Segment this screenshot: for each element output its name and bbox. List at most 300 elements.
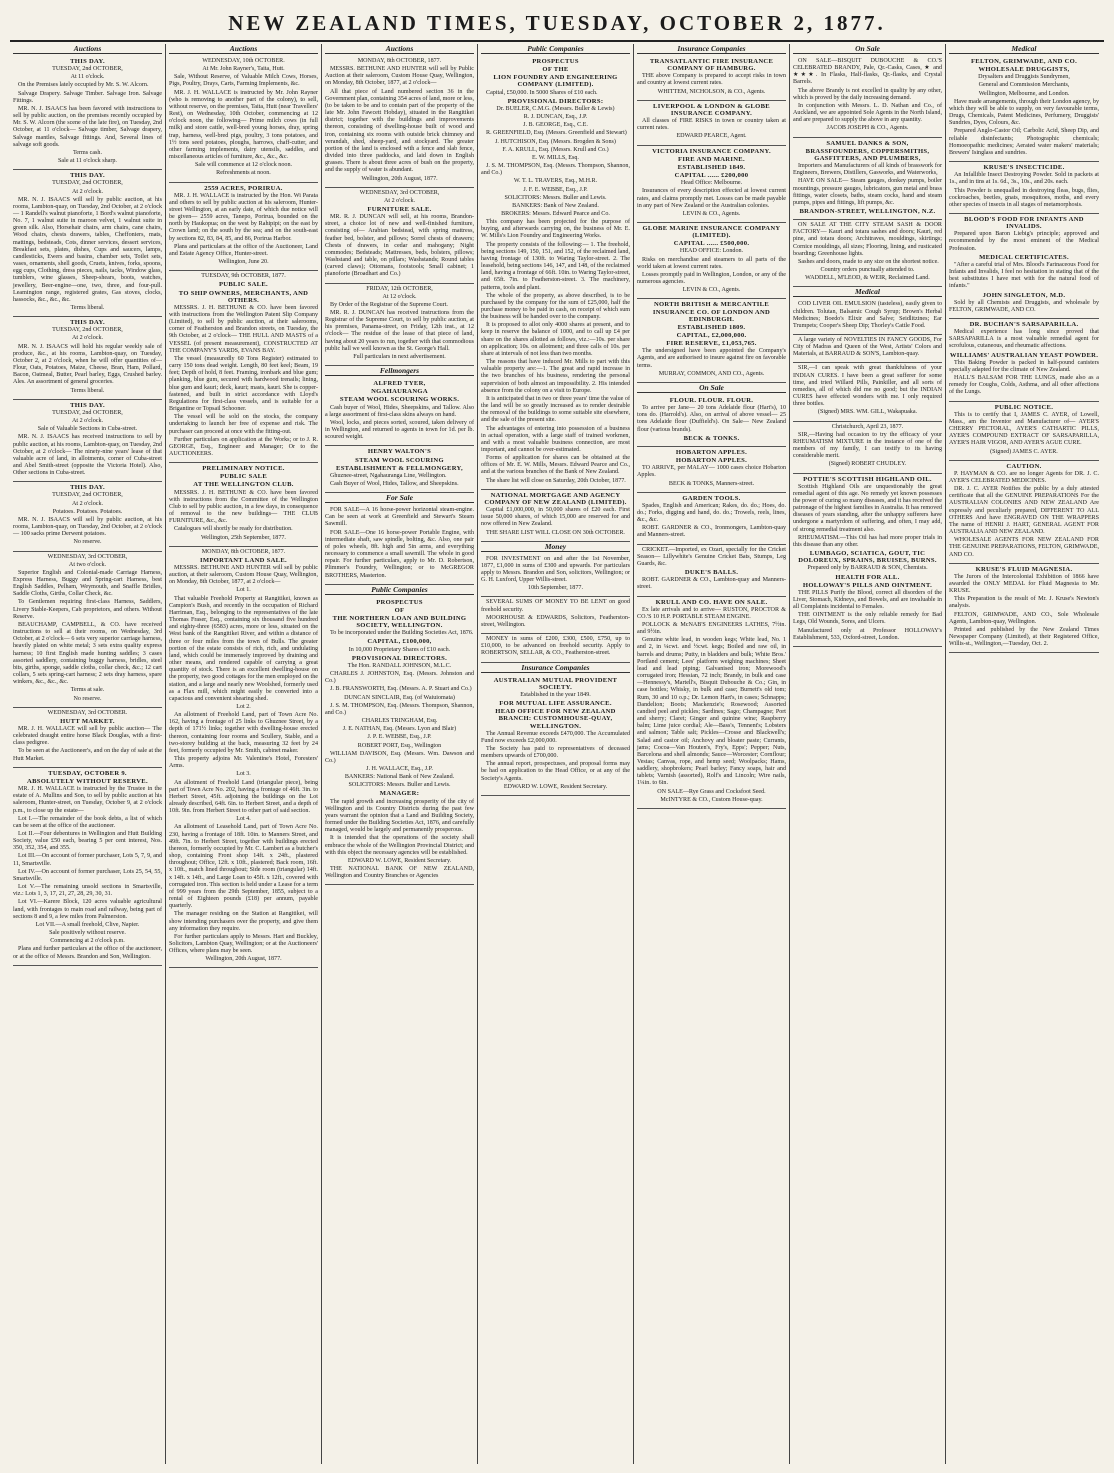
ad-text: CAPITAL ...... £200,000 — [674, 172, 749, 180]
ad-text: WEDNESDAY, 3rd OCTOBER. — [47, 709, 128, 716]
ad-text: THE OINTMENT is the only reliable remedy for Bad Legs, Old Wounds, Sores, and Ulcers. — [793, 612, 942, 626]
ad-text: EDWARD W. LOWE, Resident Secretary. — [347, 857, 452, 864]
ad-text: Dr. BUELER, C.M.G. (Messrs. Buller & Lewis) — [496, 105, 615, 112]
section-heading: Insurance Companies — [481, 663, 630, 673]
advertisement — [949, 214, 1099, 319]
ad-text: An allotment of Freehold Land, part of Town Acre No. 162, having a frontage of 25 links to Ghuznee Street, by a depth of 171½ links; together with dwelling-house erected thereon, containing four rooms and Scullery, Stable, and a two-storey building at the back, measuring 32 feet by 24 feet, formerly occupied by Mr. Smith, cabinet maker. — [169, 712, 318, 754]
ad-text: NATIONAL MORTGAGE AND AGENCY COMPANY OF NEW ZEALAND (LIMITED). — [484, 491, 627, 506]
ad-text: FELTON, GRIMWADE, AND CO., Sole Wholesale Agents, Lambton-quay, Wellington. — [949, 611, 1099, 625]
ad-text: This Preparation is the result of Mr. J. Kruse's Newton's analysis. — [949, 596, 1099, 610]
ad-text: At 2 o'clock. — [71, 500, 104, 507]
ad-text: In conjunction with Messrs. L. D. Nathan and Co., of Auckland, we are appointed Sole Agents in the North Island, and are prepared to supply the above in any quantity. — [793, 102, 942, 124]
ad-text: FRIDAY, 12th OCTOBER, — [366, 285, 433, 292]
ad-text: Lot I.—The remainder of the book debts, a list of which can be seen at the office of the auctioneer. — [13, 815, 162, 829]
ad-text: Sale of Valuable Sections in Cuba-street. — [37, 426, 138, 433]
ad-text: Superior English and Colonial-made Carriage Harness, Express Harness, Buggy and Spring-cart Harness, best English Saddles, Pelham, Weymouth, and Snaffle Bridles, Saddle Cloths, Girths, Collar Check, &c. — [13, 569, 162, 598]
ad-text: JACOB JOSEPH & CO., Agents. — [826, 125, 909, 132]
ad-text: SAMUEL DANKS & SON, — [826, 139, 909, 147]
ad-text: This Powder is unequalled in destroying fleas, bugs, flies, cockroaches, beetles, gnats, mosquitoes, moths, and every other species of insects in all stages of metamorphosis. — [949, 187, 1099, 208]
ad-text: The vessel (measuredly 60 Tons Register) estimated to carry 150 tons dead weight. Length, 80 feet keel; Beam, 19 feet; Depth of hold, 8 feet. Framing, ironbark and blue gum; planking, blue gum, secured with hardwood trenails; lining, blue gum and kauri; deck, kauri; masts, kauri. She is copper-fastened, and built in strict accordance with Lloyd's Regulations for first-class vessels, and is suitable for a Brigantine or Topsail Schooner. — [169, 355, 318, 413]
ad-text: TUESDAY, OCTOBER 9. — [48, 769, 127, 777]
ad-text: MR. J. H. WALLACE is instructed by the Hon. Wi Parata and others to sell by public auction at his saleroom, Hunter-street Wellington, at an early date, of which due notice will be given— 2559 acres, Tanepo, Porirua, bounded on the north by Haukopua; on the west by Rahipipi; on the east by Crown land; on the south by the sea; and on the south-east by sections 82, 83, 84, 85, and 86, Porirua Harbor. — [169, 192, 318, 242]
ad-text: MR. R. J. DUNCAN has received instructions from the Registrar of the Supreme Court, to sell by public auction, at his premises, Panama-street, on Friday, 12th inst., at 12 o'clock— The residue of the lease of that piece of land, having about 20 years to run, together with that commodious public hall we well known as the St. George's Hall. — [325, 310, 474, 352]
ad-text: Lot 4. — [236, 816, 251, 823]
section-heading: For Sale — [325, 493, 474, 503]
ad-text: At two o'clock. — [68, 561, 107, 568]
advertisement — [325, 378, 474, 446]
ad-text: PUBLIC NOTICE. — [994, 403, 1054, 411]
ad-text: ON SALE—BISQUIT DUBOUCHE & CO.'S CELEBRATED BRANDY, Pale, Qr.-Casks, Cases, ★ and ★★★. In Flasks, Half-flasks, Qr.-flasks, and Crystal Barrels. — [793, 58, 942, 86]
ad-text: 10th September, 1877. — [528, 585, 583, 592]
ad-text: The manager residing on the Station at Rangitikei, will show intending purchasers over the property, and give them any information they require. — [169, 911, 318, 932]
ad-text: J. H. WALLACE, Esq., J.P. — [366, 765, 433, 772]
ad-text: FOR SALE—A 16 horse-power horizontal steam-engine. Can be seen at work at Greenfield and Stewart's Steam Sawmill. — [325, 507, 474, 528]
ad-text: Salvage Drapery. Salvage Timber. Salvage Iron. Salvage Fittings. — [13, 90, 162, 104]
ad-text: Losses promptly paid in Wellington, London, or any of the numerous agencies. — [637, 271, 786, 286]
ad-text: DR. J. C. AYER Notifies the public by a duly attested certificate that all the GENUINE PREPARATIONS For the AUSTRALIAN COLONIES AND NEW ZEALAND Are expressly and peculiarly prepared, DIFFERENT TO ALL OTHERS And have ENGRAVED ON THE WRAPPERS The name of HENRI J. HART, GENERAL AGENT FOR AUSTRALIA AND NEW ZEALAND. — [949, 486, 1099, 536]
ad-text: At 2 o'clock. — [71, 188, 104, 195]
ad-text: THIS DAY. — [70, 172, 105, 180]
ad-text: 2559 ACRES, PORIRUA. — [204, 184, 283, 192]
ad-text: MURRAY, COMMON, AND CO., Agents. — [658, 370, 765, 377]
ad-text: To be seen at the Auctioneer's, and on the day of sale at the Hutt Market. — [13, 748, 162, 762]
ad-text: Further particulars on application at the Works; or to J. R. GEORGE, Esq., Engineer and Manager; Or to the AUCTIONEERS. — [169, 436, 318, 457]
ad-text: PROSPECTUS — [532, 58, 579, 65]
ad-text: Lot 3. — [236, 771, 251, 778]
ad-text: FELTON, GRIMWADE, AND CO. — [970, 58, 1078, 65]
ad-text: P. HAYMAN & CO. are no longer Agents for DR. J. C. AYER'S CELEBRATED MEDICINES. — [949, 470, 1099, 484]
ad-text: For further particulars apply to Messrs. Hart and Buckley, Solicitors, Lambton Quay, Wellington; or at the Auctioneers' Offices, where plans may be seen. — [169, 933, 318, 955]
ad-text: Capital, £50,000. In 5000 Shares of £10 each. — [486, 89, 598, 96]
ad-text: E. W. MILLS, Esq. — [532, 154, 579, 161]
ad-text: Scottish Highland Oils are unquestionably the great remedial agent of this age. No remedy yet known possesses the power of curing so many diseases, and it has received the patronage of the highest families in Australia. It has removed diseases of years standing, after the unhappy sufferers have undergone a martyrdom of suffering, and often, I may add, of strong remedial treatment also. — [793, 483, 942, 533]
ad-text: FOR INVESTMENT on and after the 1st November, 1877, £1,000 in sums of £300 and upwards. For particulars apply to Messrs. Brandon and Son, solicitors, Wellington; or G. H. Luxford, Upper Willis-street. — [481, 555, 630, 584]
ad-text: BECK & TONKS. — [683, 434, 740, 442]
ad-text: Wellington, 20th August, 1877. — [361, 175, 438, 182]
ad-text: The vessel will be sold on the stocks, the company undertaking to launch her free of expense and risk. The purchaser can proceed at once with the fitting-out. — [169, 414, 318, 435]
ad-text: IMPORTANT LAND SALE. — [199, 556, 288, 564]
advertisement — [325, 56, 474, 188]
ad-text: It is intended that the operations of the society shall embrace the whole of the Wellington Provincial District; and with this object the necessary agencies will be established. — [325, 835, 474, 856]
ad-text: MESSRS. BETHUNE AND HUNTER will sell by Public Auction at their saleroom, Custom House Quay, Wellington, on Monday, 8th October, 1877, at 2 o'clock— — [325, 66, 474, 87]
ad-text: THE NORTHERN LOAN AND BUILDING SOCIETY, WELLINGTON. — [332, 615, 467, 630]
ad-text: At 12 o'clock. — [382, 293, 417, 300]
ad-text: Cash Buyer of Wool, Hides, Tallow, and Sheepskins. — [330, 480, 459, 487]
section-heading: Medical — [949, 44, 1099, 54]
ad-text: AUSTRALIAN MUTUAL PROVIDENT SOCIETY. — [493, 676, 618, 691]
ad-text: CHARLES J. JOHNSTON, Esq. (Messrs. Johnston and Co.) — [325, 671, 474, 685]
ad-text: Genuine white lead, in wooden kegs; White lead, No. 1 and 2, in ¼cwt. and ½cwt. kegs; Boiled and raw oil, in barrels and drums; Putty, in bladders and bulk; White Bros.' Portland cement; Lees' platform weighing machines; Sheet lead and lead piping; Galvanised iron; Morewood's corrugated iron; Hessian, 72 inch; Brandy, in bulk and case—Hennessy's, Martell's, Bisquit Dubouche & Co.; Gin, in case bottles; Whisky, in bulk and case; Burnett's old tom; Rum, 30 and 10 o.p.; Dr. Lemon Hart's, in cases; Schnapps; Dandelion; Boots; Mackenzie's; Rosewood; Assorted candied peel and pickles; Sardines; Sago; Champagne; Port and sherry; Claret; Ginger and quinine wine; Raspberry balm; Lime juice cordial; Ale—Bass's, Tennent's; Lobsters and salmon; Table salt; Pickles—Crosse and Blackwell's; Salad and castor oil; Anchovy and bloater paste; Currants, jams; Cocoa—Van Houten's, Fry's, Epps'; Pepper; Nuts, Barcelona and shell almonds; Sauce—Worcester; Cornflour; Vestas; Canvas, rope, and hemp seed; Woolpacks; Hams, saddlery, shopbrokers; Pearl barley; Fancy soaps, hair and tablets; Varnish (assorted), Rolf's and Lincoln; Wire nails, 1¼in. to 6in. — [637, 637, 786, 787]
ad-text: Lot 2. — [236, 703, 251, 710]
ad-text: OF — [394, 606, 405, 614]
ad-text: Country orders punctually attended to. — [820, 267, 915, 274]
ad-text: OF THE — [542, 66, 569, 74]
ad-text: NGAHAURANGA — [371, 388, 428, 396]
ad-text: MR. N. J. ISAACS will hold his regular weekly sale of produce, &c., at his rooms, Lambton-quay, on Tuesday, October 2, at 2 o'clock, when he will offer quantities of— Flour, Oats, Potatoes, Maize, Cheese, Bran, Ham, Pollard, Bacon, Oatmeal, Butter, Pearl barley, Eggs, Crushed barley. Ales. An assortment of general groceries. — [13, 343, 162, 386]
ad-text: ROBT. GARDNER & CO., Lambton-quay and Manners-street. — [637, 577, 786, 591]
ad-text: Lot 1. — [236, 587, 251, 594]
ad-text: ESTABLISHED 1809. — [677, 323, 746, 331]
ad-text: MR. N. J. ISAACS will sell by public auction, at his rooms, Lambton-quay, on Tuesday, 2nd October, at 2 o'clock— 100 sacks prime Derwent potatoes. — [13, 516, 162, 538]
ad-text: In 10,000 Proprietary Shares of £10 each. — [348, 646, 451, 653]
ad-text: SOLICITORS: Messrs. Buller and Lewis. — [504, 194, 607, 201]
advertisement — [793, 335, 942, 363]
ad-text: THE NATIONAL BANK OF NEW ZEALAND, Wellington and Country Branches or Agencies — [325, 866, 474, 880]
ad-text: The advantages of entering into possession of a business in actual operation, with a large staff of trained workmen, and with a most valuable business connection, are most important, and cannot be over-estimated. — [481, 425, 630, 453]
ad-text: Commencing at 2 o'clock p.m. — [50, 938, 125, 945]
ad-text: TUESDAY, 9th OCTOBER, 1877. — [201, 273, 286, 280]
ad-text: Drysalters and Druggists Sundrymen, — [978, 74, 1070, 81]
ad-text: This property adjoins Mr. Valentine's Hotel, Foresters' Arms. — [169, 756, 318, 770]
ad-text: Sashes and doors, made to any size on the shortest notice. — [798, 258, 939, 265]
ad-text: Christchurch, April 23, 1877. — [831, 423, 904, 430]
advertisement — [325, 597, 474, 886]
ad-text: HEAD OFFICE: London. — [679, 248, 744, 255]
advertisement — [637, 395, 786, 447]
ad-text: To arrive per Jane— 20 tons Adelaide flour (Hart's), 10 tons do. (Harrold's). Also, on arrival of above vessel— 25 tons Adelaide flour (Duffield's). On Sale— New Zealand flour (various brands). — [637, 405, 786, 433]
ad-text: HEAD OFFICE FOR NEW ZEALAND BRANCH: CUSTOMHOUSE-QUAY, WELLINGTON. — [495, 708, 616, 730]
ad-text: Lot II.—Four debentures in Wellington and Hutt Building Society, value £50 each, bearing 5 per cent interest, Nos. 350, 352, 354, and 355. — [13, 831, 162, 852]
ad-text: J. S. M. THOMPSON, Esq. (Messrs. Thompson, Shannon, and Co.) — [325, 702, 474, 716]
ad-text: Have made arrangements, through their London agency, by which they will be able to supply, on very favourable terms, Drugs, Chemicals, Patent Medicines, Perfumery, Druggists' Sundries, Dyes, Colours, &c. — [949, 98, 1099, 127]
advertisement — [637, 56, 786, 101]
ad-text: LEVIN & CO., Agents. — [682, 287, 741, 294]
ad-text: Sale positively without reserve. — [49, 930, 126, 937]
ad-text: This is to certify that I, JAMES C. AYER, of Lowell, Mass., am the Inventor and Manufacturer of— AYER'S CHERRY PECTORAL, AYER'S CATHARTIC PILLS, AYER'S COMPOUND EXTRACT OF SARSAPARILLA, AYER'S HAIR VIGOR, AND AYER'S AGUE CURE. — [949, 411, 1099, 447]
column-7 — [946, 44, 1102, 1464]
ad-text: STEAM WOOL SCOURING WORKS. — [339, 396, 460, 404]
ad-text: ESTABLISHMENT & FELLMONGERY, — [336, 464, 463, 472]
ad-text: Sale, Without Reserve, of Valuable Milch Cows, Horses, Pigs, Poultry, Drays, Carts, Farming Implements, &c. — [169, 74, 318, 88]
column-6 — [790, 44, 946, 1464]
ad-text: PRELIMINARY NOTICE. — [202, 465, 285, 473]
ad-text: PUBLIC SALE. — [218, 281, 269, 289]
ad-text: JOHN SINGLETON, M.D. — [982, 291, 1066, 299]
advertisement — [637, 146, 786, 223]
ad-text: Insurances of every description effected at lowest current rates, and claims promptly met. Losses can be made payable in any part of New Zealand or the Australian colonies. — [637, 188, 786, 209]
advertisement — [793, 422, 942, 474]
ad-text: BEAUCHAMP, CAMPBELL, & CO. have received instructions to sell at their rooms, on Wednesday, 3rd October, at 2 o'clock— 6 sets very superior carriage harness, heavily plated on white metal; 3 sets extra quality express harness; 10 first English made hunting saddles; 3 cases assorted saddlery, containing buggy harness, bridles, steel bits, girths, sponge, saddle cloths, collar check, &c.; 12 cart collars, 5 sets spring-cart harness; 2 sets dray harness, spare winkers, &c., &c., &c. — [13, 621, 162, 686]
ad-text: The property consists of the following:— 1. The freehold, being sections 149, 150, 151, and 152, of the reclaimed land, having frontage of 130ft. to Waring Taylor-street. 2. The leasehold, being sections 146, 147, and 148, of the reclaimed land, having a frontage of 66ft. 10in. to Waring Taylor-street, and 65ft. 7in. to Featherston-street. 3. The machinery, patterns, tools and plant. — [481, 241, 630, 291]
advertisement — [169, 56, 318, 183]
ad-text: The reasons that have induced Mr. Mills to part with this valuable property are:—1. The great and rapid increase in the two branches of his business, rendering the personal supervision of both almost an impossibility. 2. His intended absence from the colony on a visit to Europe. — [481, 359, 630, 394]
advertisement — [13, 552, 162, 708]
ad-text: CAPITAL, £100,000, — [367, 638, 432, 646]
ad-text: GARDEN TOOLS. — [682, 494, 741, 502]
section-heading: Money — [481, 542, 630, 552]
ad-text: KRUSE'S FLUID MAGNESIA. — [975, 565, 1073, 573]
ad-text: TUESDAY, 2nd OCTOBER, — [52, 409, 123, 416]
ad-text: TUESDAY, 2nd OCTOBER, — [52, 66, 123, 73]
ad-text: SOLICITORS: Messrs. Buller and Lewis. — [348, 782, 451, 789]
advertisement — [325, 284, 474, 367]
ad-text: TUESDAY, 2nd OCTOBER, — [52, 492, 123, 499]
advertisement — [481, 597, 630, 634]
ad-text: The above Brandy is not excelled in quality by any other, which is proved by the daily increasing demand. — [793, 87, 942, 101]
section-heading: Fellmongers — [325, 366, 474, 376]
section-heading: Auctions — [325, 44, 474, 54]
section-heading: Public Companies — [481, 44, 630, 54]
ad-text: Medical experience has long since proved that SARSAPARILLA is a most valuable remedial agent for scrofulous, cutaneous, and rheumatic affections. — [949, 329, 1099, 350]
advertisement — [481, 634, 630, 662]
ad-text: NORTH BRITISH & MERCANTILE INSURANCE CO. OF LONDON AND EDINBURGH. — [652, 301, 771, 323]
ad-text: Prepared Anglo-Castor Oil; Carbolic Acid, Sheep Dip, and reliable disinfectants; Photographic chemicals; Homoeopathic medicines; Aerated water makers' materials; Brewers' Isinglass and sundries. — [949, 128, 1099, 156]
ad-text: DUNCAN SINCLAIR, Esq. (of Waiuiomata) — [344, 694, 455, 701]
ad-text: The share list will close on Saturday, 20th October, 1877. — [486, 477, 626, 484]
ad-text: Importers and Manufacturers of all kinds of brasswork for Engineers, Brewers, Distillers, Gasworks, and Waterworks, — [793, 163, 942, 177]
ad-text: (Signed) MRS. WM. GILL, Wakapuaka. — [817, 409, 918, 416]
ad-text: MONDAY, 8th OCTOBER, 1877. — [357, 58, 442, 64]
advertisement — [793, 220, 942, 287]
ad-text: Terms liberal. — [70, 387, 105, 394]
ad-text: HOLLOWAY'S PILLS AND OINTMENT. — [802, 581, 933, 589]
ad-text: MR. N. J. ISAACS has received instructions to sell by public auction, at his rooms, Lambton-quay, on Tuesday, 2nd October, at 2 o'clock— The ninety-nine years' lease of that valuable acre of land, in allotments, corner of Cuba-street and Abel Smith-street (opposite the Victoria Hotel). Also, Other sections in Cuba-street. — [13, 434, 162, 477]
ad-text: BANKERS: National Bank of New Zealand. — [344, 774, 455, 781]
ad-text: FOR MUTUAL LIFE ASSURANCE. — [499, 700, 612, 708]
ad-text: ROBT. GARDNER & CO., Ironmongers, Lambton-quay and Manners-street. — [637, 525, 786, 539]
ad-text: HOBARTON APPLES. — [675, 448, 748, 456]
ad-text: Lot V.—The remaining unsold sections in Smartsville, viz.: Lots 1, 3, 17, 21, 27, 28, 29, 30, 31. — [13, 884, 162, 898]
ad-text: J. HUTCHISON, Esq. (Messrs. Brogden & Sons) — [495, 138, 616, 145]
ad-text: Potatoes. Potatoes. Potatoes. — [52, 508, 123, 515]
ad-text: PUBLIC SALE — [219, 473, 268, 481]
ad-text: MR. J. H. WALLACE will sell by public auction— The celebrated draught entire horse Black Douglas, with a first-class pedigree. — [13, 725, 162, 747]
ad-text: Lot VII.—A small freehold, Clive, Napier. — [35, 921, 140, 928]
ad-text: MESSRS. J. H. BETHUNE & CO. have been favored with instructions from the Wellington Patent Slip Company (Limited), to sell by public auction, at their salerooms, corner of Featherston and Brandon streets, on Tuesday, the 9th October, at 2 o'clock— THE HULL AND MASTS of a VESSEL (of present measurement), CONSTRUCTED AT THE COMPANY'S YARDS, EVANS BAY. — [169, 304, 318, 354]
ad-text: All classes of FIRE RISKS in town or country taken at current rates. — [637, 118, 786, 132]
ad-text: W. T. L. TRAVERS, Esq., M.H.R. — [513, 178, 598, 185]
ad-text: Risks on merchandise and steamers to all parts of the world taken at lowest current rates. — [637, 256, 786, 270]
ad-text: At 2 o'clock. — [383, 197, 416, 204]
ad-text: CAUTION. — [1006, 462, 1042, 470]
ad-text: R. GREENFIELD, Esq. (Messrs. Greenfield and Stewart) — [486, 130, 627, 137]
advertisement — [637, 597, 786, 809]
ad-text: EDWARD PEARCE, Agent. — [676, 133, 747, 140]
advertisement — [325, 446, 474, 493]
ad-text: At 2 o'clock. — [71, 418, 104, 425]
ad-text: J. B. GEORGE, Esq., C.E. — [523, 122, 588, 129]
ad-text: ON SALE AT THE CITY STEAM SASH & DOOR FACTORY— Kauri and totara sashes and doors; Kauri, red pine, and totara doors; Architraves, mouldings, skirtings; Cornice mouldings, all sizes; Flooring, lining, and rusticated boarding; Greenhouse lights. — [793, 222, 942, 257]
ad-text: ALFRED TYER, — [373, 380, 426, 388]
ad-text: J. B. FRANSWORTH, Esq. (Messrs. A. P. Stuart and Co.) — [330, 686, 472, 693]
ad-text: TUESDAY, 2nd OCTOBER, — [52, 180, 123, 187]
ad-text: CHARLES TRINGHAM, Esq. — [361, 718, 438, 725]
advertisement — [481, 554, 630, 598]
section-heading: Public Companies — [325, 585, 474, 595]
ad-text: Lot III.—On account of former purchaser, Lots 5, 7, 9, and 11, Smartsville. — [13, 853, 162, 867]
ad-text: HUTT MARKET. — [60, 717, 115, 725]
masthead: NEW ZEALAND TIMES, TUESDAY, OCTOBER 2, 1877. — [10, 8, 1104, 42]
advertisement — [13, 170, 162, 317]
ad-text: LION FOUNDRY AND ENGINEERING COMPANY (LIMITED). — [493, 74, 618, 89]
ad-text: MONEY in sums of £200, £300, £500, £750, up to £10,000, to be advanced on freehold security. Apply to ROBERTSON, SELLAR, & CO., Featherston-street. — [481, 636, 630, 657]
advertisement — [949, 461, 1099, 564]
ad-text: The whole of the property, as above described, is to be purchased by the company for the sum of £25,000, half the purchase money to be paid in cash, on receipt of which sum the business will be handed over to the company. — [481, 292, 630, 321]
ad-text: THE above Company is prepared to accept risks in town and country at lowest current rates. — [637, 73, 786, 87]
ad-text: Wellington, 25th September, 1877. — [201, 534, 286, 541]
ad-text: McINTYRE & CO., Custom House-quay. — [660, 796, 763, 803]
ad-text: Prepared upon Baron Liebig's principle; approved and recommended by the most eminent of the Medical Profession. — [949, 231, 1099, 252]
ad-text: Terms at sale. — [70, 687, 105, 694]
section-heading: On Sale — [793, 44, 942, 54]
ad-text: MONDAY, 8th OCTOBER, 1877. — [201, 548, 286, 555]
ad-text: MEDICAL CERTIFICATES. — [979, 253, 1069, 261]
ad-text: CAPITAL, £2,000,000. — [676, 332, 747, 339]
advertisement — [169, 183, 318, 272]
ad-text: FLOUR. FLOUR. FLOUR. — [669, 396, 754, 404]
ad-text: Terms liberal. — [70, 305, 105, 311]
advertisement — [481, 490, 630, 542]
column-5 — [634, 44, 790, 1464]
ad-text: ESTABLISHED 1849. — [677, 163, 746, 171]
ad-text: PROVISIONAL DIRECTORS: — [507, 97, 604, 105]
ad-text: WEDNESDAY, 3rd OCTOBER, — [47, 553, 128, 560]
ad-text: Forms of application for shares can be obtained at the offices of Mr. E. W. Mills, Messrs. Edward Pearce and Co., and at the various branches of the Bank of New Zealand. — [481, 455, 630, 476]
ad-text: WEDNESDAY, 10th OCTOBER. — [202, 58, 285, 64]
ad-text: This company has been projected for the purpose of buying, and afterwards carrying on, the business of Mr. E. W. Mills's Lion Foundry and Engineering Works. — [481, 219, 630, 240]
ad-text: LIVERPOOL & LONDON & GLOBE INSURANCE COMPANY. — [653, 102, 770, 117]
ad-text: At Mr. John Rayner's, Taita, Hutt. — [202, 66, 285, 73]
ad-text: THE PILLS Purify the Blood, correct all disorders of the Liver, Stomach, Kidneys, and Bowels, and are invaluable in all Complaints incidental to Females. — [793, 589, 942, 611]
ad-text: Refreshments at noon. — [216, 170, 271, 177]
ad-text: Capital £1,000,000, in 50,000 shares of £20 each. First issue 50,000 shares, of which 15,000 are reserved for and now offered in New Zealand. — [481, 507, 630, 528]
advertisement — [793, 299, 942, 335]
ad-text: POTTIE'S SCOTTISH HIGHLAND OIL. — [803, 475, 932, 483]
ad-text: (Signed) JAMES C. AYER. — [990, 448, 1058, 455]
ad-text: ROBERT PORT, Esq., Wellington — [357, 742, 442, 749]
ad-text: General and Commission Merchants, — [978, 82, 1070, 89]
ad-text: Sale at 11 o'clock sharp. — [58, 158, 117, 165]
ad-text: CRICKET.—Imported, ex Ozari, specially for the Cricket Season— Lillywhite's Genuine Cricket Bats, Stumps, Leg Guards, &c. — [637, 546, 786, 567]
ad-text: HENRY WALTON'S — [367, 448, 432, 456]
ad-text: MR. J. H. WALLACE is instructed by Mr. John Rayner (who is removing to another part of the colony), to sell, without reserve, on the premises, Taita, Hutt (near Travellers' Rest), on Wednesday, 10th October, commencing at 12 o'clock noon, the following— Prime milch cows (in full milk) and store cattle, well-bred young horses, dray, spring trap, harness, well-bred pigs, poultry, 3 tons potatoes, and 1½ tons seed potatoes, ploughs, harrows, chaff-cutter, and other farming implements, dairy utensils, saddles, and miscellaneous articles of furniture, &c., &c., &c. — [169, 89, 318, 161]
ad-text: BROKERS: Messrs. Edward Pearce and Co. — [501, 210, 610, 217]
ad-text: F. A. KRULL, Esq. (Messrs. Krull and Co.) — [502, 146, 609, 153]
ad-text: A large variety of NOVELTIES IN FANCY GOODS, For City of Madras and Queen of the West, Artists' Colors and Materials, at BARRAUD & SON'S, Lambton-quay. — [793, 337, 942, 358]
column-4 — [478, 44, 634, 1464]
advertisement — [793, 138, 942, 221]
ad-text: To Gentlemen requiring first-class Harness, Saddlers, Livery Stable-Keepers, Cab proprietors, and others. Without Reserve. — [13, 599, 162, 620]
advertisement — [481, 56, 630, 490]
ad-text: MANAGER: — [379, 790, 420, 798]
ad-text: BECK & TONKS, Manners-street. — [668, 480, 755, 487]
ad-text: COD LIVER OIL EMULSION (tasteless), easily given to children. Tolutan, Balsamic Cough Syrup; Brown's Herbal Medicines; Boedo's Elixir and Salve; Seidlitzines; Ear Trumpets; Cooper's Sheep Dip; Thorley's Cattle Food. — [793, 301, 942, 329]
ad-text: HOBARTON APPLES. — [675, 457, 748, 465]
advertisement — [325, 188, 474, 284]
ad-text: The Annual Revenue exceeds £470,000. The Accumulated Fund now exceeds £2,000,000. — [481, 730, 630, 744]
ad-text: "After a careful trial of Mrs. Blood's Farinaceous Food for Infants and Invalids, I feel no hesitation in stating that of the best substitutes I have met with for the natural food of infants." — [949, 261, 1099, 290]
ad-text: Prepared only by BARRAUD & SON, Chemists. — [807, 565, 928, 572]
section-heading: On Sale — [637, 383, 786, 393]
ad-text: GLOBE MARINE INSURANCE COMPANY (LIMITED). — [642, 224, 781, 240]
ad-text: An Infallible Insect Destroying Powder. Sold in packets at 1s., and in tins at 1s. 6d., 3s., 10s., and 20s. each. — [949, 172, 1099, 186]
ad-text: The rapid growth and increasing prosperity of the city of Wellington and its Country Districts during the past few years warrant the opinion that a Land and Building Society, formed under the Building Societies Act, 1876, and carefully managed, would be largely and permanently prosperous. — [325, 798, 474, 834]
advertisement — [13, 768, 162, 966]
ad-text: The annual report, prospectuses, and proposal forms may be had on application to the Head Office, or at any of the Society's Agents. — [481, 761, 630, 782]
ad-text: Wool, locks, and pieces sorted, scoured, taken delivery of in Wellington, and returned to agents in town for 1d. per lb. scoured weight. — [325, 419, 474, 441]
advertisement — [169, 271, 318, 463]
ad-text: BANKERS: Bank of New Zealand. — [512, 202, 599, 209]
columns — [10, 44, 1104, 1464]
ad-text: Sale will commence at 12 o'clock noon. — [194, 162, 293, 169]
ad-text: ON SALE—Rye Grass and Cocksfoot Seed. — [657, 788, 766, 795]
ad-text: On the Premises lately occupied by Mr. S. W. Alcorn. — [18, 82, 149, 89]
ad-text: Wellington, Melbourne, and London. — [978, 90, 1070, 97]
ad-text: No reserve. — [73, 695, 102, 702]
ad-text: Terms cash. — [72, 149, 103, 156]
ad-text: Printed and published by the New Zealand Times Newspaper Company (Limited), at their Registered Office, Willis-st., Wellington,—Tuesday, Oct. 2. — [949, 626, 1099, 648]
ad-text: BRANDON-STREET, WELLINGTON, N.Z. — [799, 207, 936, 215]
ad-text: J. E. NATHAN, Esq. (Messrs. Lyon and Blair) — [342, 726, 457, 733]
ad-text: HALL'S BALSAM FOR THE LUNGS, made also as a remedy for Coughs, Colds, Asthma, and all other affections of the Lungs. — [949, 375, 1099, 396]
ad-text: DR. BUCHAN'S SARSAPARILLA. — [969, 321, 1079, 328]
ad-text: J. P. E. WEBBE, Esq., J.P. — [367, 734, 432, 741]
ad-text: KRULL AND CO. HAVE ON SALE. — [655, 598, 768, 606]
ad-text: TO ARRIVE, per MALAY— 1000 cases choice Hobarton Apples. — [637, 465, 786, 479]
ad-text: AT THE WELLINGTON CLUB. — [193, 481, 294, 489]
column-3 — [322, 44, 478, 1464]
ad-text: Plans and further particulars at the office of the auctioneer, or at the office of Messrs. Brandon and Son, Wellington. — [13, 946, 162, 960]
ad-text: J. F. E. WEBBE, Esq., J.P. — [523, 186, 588, 193]
advertisement — [793, 363, 942, 421]
ad-text: Wellington, June 20. — [218, 259, 269, 266]
section-heading: Insurance Companies — [637, 44, 786, 54]
ad-text: Manufactured only at Professor HOLLOWAY's Establishment, 533, Oxford-street, London. — [793, 627, 942, 641]
ad-text: By Order of the Registrar of the Supreme Court. — [330, 301, 448, 308]
ad-text: WEDNESDAY, 3rd OCTOBER, — [359, 189, 440, 196]
advertisement — [637, 493, 786, 545]
ad-text: Ex late arrivals and to arrive— RUSTON, PROCTOR & CO.'S 10 H.P. PORTABLE STEAM ENGINE. — [637, 606, 786, 620]
ad-text: Lot IV.—On account of former purchaser, Lots 25, 54, 55, Smartsville. — [13, 868, 162, 882]
advertisement — [949, 56, 1099, 162]
ad-text: At 2 o'clock. — [71, 335, 104, 342]
ad-text: VICTORIA INSURANCE COMPANY. — [652, 147, 771, 155]
ad-text: J. S. M. THOMPSON, Esq. (Messrs. Thompson, Shannon, and Co.) — [481, 163, 630, 177]
ad-text: TO SHIP OWNERS, MERCHANTS, AND OTHERS. — [178, 289, 309, 304]
ad-text: Full particulars in next advertisement. — [353, 353, 446, 360]
ad-text: FOR SALE—One 16 horse-power Portable Engine, with intermediate shaft, saw spindle, bolting, &c. Also, one pair of poles wheels, 8ft. high and 5in arms, and everything necessary to commence a small sawmill. The whole in good repair. For further particulars, apply to Mr. D. Robertson, Plimmer's Foundry, Wellington; or to McGREGOR BROTHERS, Masterton. — [325, 529, 474, 579]
ad-text: WHOLESALE AGENTS FOR NEW ZEALAND FOR THE GENUINE PREPARATIONS, FELTON, GRIMWADE, AND CO. — [949, 537, 1099, 558]
ad-text: It is anticipated that in two or three years' time the value of the land will be so greatly increased as to render desirable the removal of the buildings to some suitable site elsewhere, and the sale of the present site. — [481, 395, 630, 424]
ad-text: The Society has paid to representatives of deceased members upwards of £700,000. — [481, 745, 630, 760]
ad-text: All that piece of Land numbered section 36 in the Government plan, containing 354 acres of land, more or less, (to be taken to be and to contain part of the property of the late Mr. John Fawcett Hobday), situated in the Rangitikei district; together with the buildings and improvements thereon, consisting of dwelling-house built of wood and iron, containing six rooms with outside brick chimney and verandah, shed, sheep-yard, and stockyard. The greater portion of the land is enclosed with a fence and slab fence, divided into three paddocks, and laid down in English grasses. There is about three acres of bush on the property, and the supply of water is abundant. — [325, 88, 474, 174]
ad-text: Lot VI.—Karere Block, 120 acres valuable agricultural land, with frontages to main road and railway, being part of sections 8 and 9, a few miles from Palmerston. — [13, 899, 162, 920]
ad-text: Cash buyer of Wool, Hides, Sheepskins, and Tallow. Also a large assortment of first-class skins always on hand. — [325, 404, 474, 418]
ad-text: TRANSATLANTIC FIRE INSURANCE COMPANY OF HAMBURG. — [649, 58, 774, 73]
ad-text: WILLIAM DAVISON, Esq. (Messrs. Wm. Dawson and Co.) — [325, 750, 474, 764]
ad-text: MR. N. J. ISAACS has been favored with instructions to sell by public auction, on the premises recently occupied by Mr. S. W. Alcorn (the scene of the late fire), on Tuesday, 2nd October, at 11 o'clock— Salvage timber, Salvage drapery, Salvage mantles, Salvage fittings. And, Several lines of salvage soft goods. — [13, 105, 162, 148]
advertisement — [637, 223, 786, 299]
ad-text: KRUSE'S INSECTICIDE. — [983, 164, 1065, 172]
ad-text: This Baking Powder is packed in half-pound canisters specially adapted for the climate of New Zealand. — [949, 359, 1099, 373]
ad-text: MR. J. H. WALLACE is instructed by the Trustee in the estate of A. Mullins and Son, to sell by public auction at his saleroom, Hunter-street, on Tuesday, October 9, at 2 o'clock p.m., to close up the estate— — [13, 786, 162, 814]
column-1 — [10, 44, 166, 1464]
ad-text: ABSOLUTELY WITHOUT RESERVE. — [27, 777, 148, 785]
ad-text: To be incorporated under the Building Societies Act, 1876. — [330, 630, 474, 637]
ad-text: EDWARD W. LOWE, Resident Secretary. — [503, 783, 608, 790]
ad-text: At 11 o'clock. — [70, 74, 105, 81]
ad-text: HEALTH FOR ALL. — [835, 573, 900, 581]
ad-text: DUKE'S BALLS. — [684, 569, 739, 577]
ad-text: The Jurors of the Intercolonial Exhibition of 1866 have awarded the ONLY MEDAL for Fluid Magnesia to Mr. KRUSE. — [949, 573, 1099, 595]
ad-text: WHOLESALE DRUGGISTS, — [978, 66, 1070, 74]
column-2 — [166, 44, 322, 1464]
ad-text: It is proposed to allot only 4000 shares at present, and to keep in reserve the balance of 1000, and to call up £4 per share on the shares allotted as follows, viz.:—10s. per share on application; 10s. on allotment; and three calls of 10s. per share at intervals of not less than two months. — [481, 322, 630, 357]
ad-text: BRASSFOUNDERS, COPPERSMITHS, GASFITTERS, AND PLUMBERS, — [805, 147, 930, 162]
ad-text: Head Office: Melbourne. — [680, 180, 743, 187]
ad-text: PROSPECTUS — [376, 598, 423, 606]
ad-text: R. J. DUNCAN, Esq., J.P. — [523, 114, 588, 121]
